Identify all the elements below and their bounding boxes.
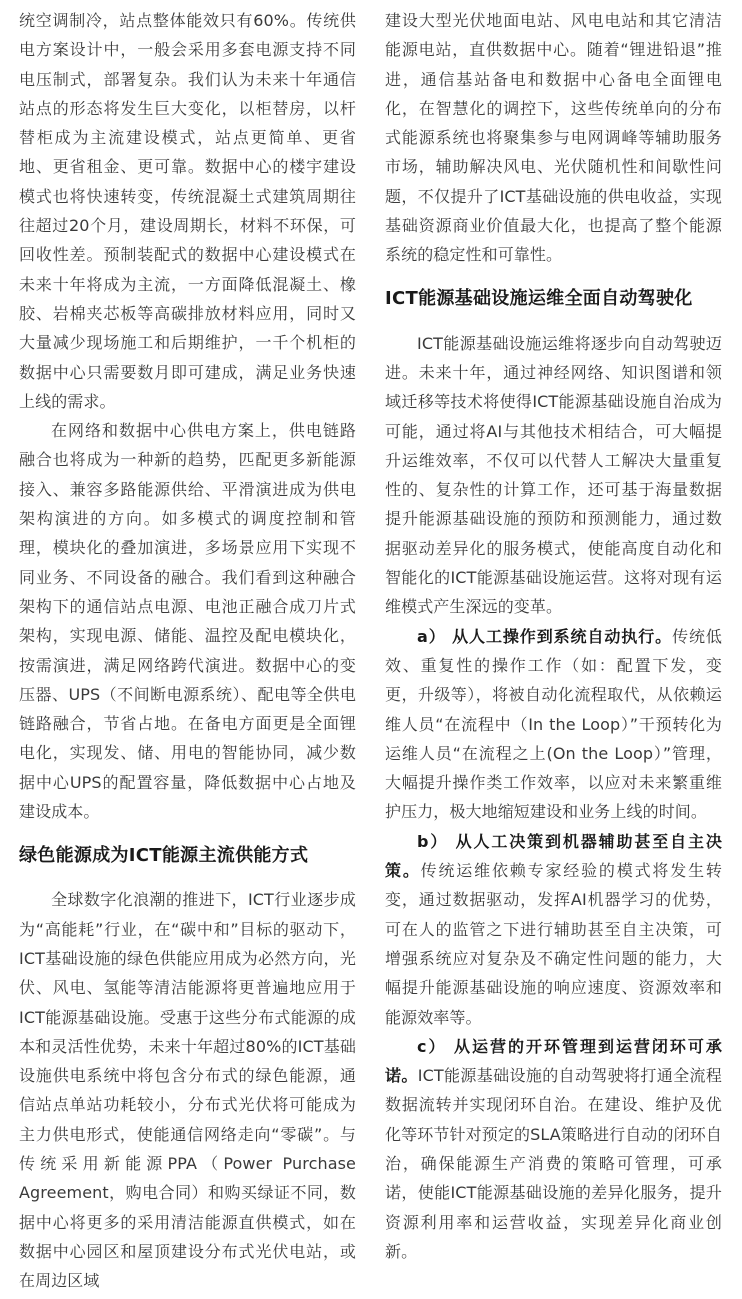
paragraph-site-construction: 统空调制冷，站点整体能效只有60%。传统供电方案设计中，一般会采用多套电源支持不同电压制式，部署复杂。我们认为未来十年通信站点的形态将发生巨大变化，以柜替房，以杆替柜成为主流建设模式，站点更简单、更省地、更省租金、更可靠。数据中心的楼宇建设模式也将快速转变，传统混凝土式建筑周期往往超过20个月，建设周期长，材料不环保，可回收性差。预制装配式的数据中心建设模式在未来十年将成为主流，一方面降低混凝土、橡胶、岩棉夹芯板等高碳排放材料应用，同时又大量减少现场施工和后期维护，一千个机柜的数据中心只需要数月即可建成，满足业务快速上线的需求。 <box>19 11 356 411</box>
section-heading-autonomous-ops: ICT能源基础设施运维全面自动驾驶化 <box>385 287 693 309</box>
paragraph-autonomous-ops: ICT能源基础设施运维将逐步向自动驾驶迈进。未来十年，通过神经网络、知识图谱和领域迁移等技术将使得ICT能源基础设施自治成为可能，通过将AI与其他技术相结合，可大幅提升运维效率，不仅可以代替人工解决大量重复性的、复杂性的计算工作，还可基于海量数据提升能源基础设施的预防和预测能力，通过数据驱动差异化的服务模式，使能高度自动化和智能化的ICT能源基础设施运营。这将对现有运维模式产生深远的变革。 <box>385 333 722 617</box>
point-a-body: 传统低效、重复性的操作工作（如：配置下发，变更，升级等），将被自动化流程取代，从依赖运维人员“在流程中（In the Loop）”干预转化为运维人员“在流程之上(On the Loop）”管理，大幅提升操作类工作效率，以应对未来繁重维护压力，极大地缩短建设和业务上线的时间。 <box>385 626 722 822</box>
point-b-body: 传统运维依赖专家经验的模式将发生转变，通过数据驱动，发挥AI机器学习的优势，可在人的监管之下进行辅助甚至自主决策，可增强系统应对复杂及不确定性问题的能力，大幅提升能源基础设施的响应速度、资源效率和能源效率等。 <box>385 861 722 1027</box>
right-column <box>385 6 722 1266</box>
point-c-body: ICT能源基础设施的自动驾驶将打通全流程数据流转并实现闭环自治。在建设、维护及优化等环节针对预定的SLA策略进行自动的闭环自治，确保能源生产消费的策略可管理，可承诺，使能ICT能源基础设施的差异化服务，提升资源利用率和运营收益，实现差异化商业创新。 <box>385 1066 722 1261</box>
paragraph-point-b <box>385 827 722 1032</box>
point-a-lead: a） 从人工操作到系统自动执行。 <box>417 626 673 646</box>
point-c-lead: c） 从运营的开环管理到运营闭环可承诺。 <box>385 1036 722 1086</box>
paragraph-green-energy: 全球数字化浪潮的推进下，ICT行业逐步成为“高能耗”行业，在“碳中和”目标的驱动下，ICT基础设施的绿色供能应用成为必然方向，光伏、风电、氢能等清洁能源将更普遍地应用于ICT能源基础设施。受惠于这些分布式能源的成本和灵活性优势，未来十年超过80%的ICT基础设施供电系统中将包含分布式的绿色能源，通信站点单站功耗较小，分布式光伏将可能成为主力供电形式，使能通信网络走向“零碳”。与传统采用新能源PPA（Power Purchase Agreement，购电合同）和购买绿证不同，数据中心将更多的采用清洁能源直供模式，如在数据中心园区和屋顶建设分布式光伏电站，或在周边区域 <box>19 890 356 1291</box>
left-column <box>19 6 356 1295</box>
section-heading-green-energy: 绿色能源成为ICT能源主流供能方式 <box>19 845 309 867</box>
paragraph-clean-energy-supply: 建设大型光伏地面电站、风电电站和其它清洁能源电站，直供数据中心。随着“锂进铅退”推进，通信基站备电和数据中心备电全面锂电化，在智慧化的调控下，这些传统单向的分布式能源系统也将聚集参与电网调峰等辅助服务市场，辅助解决风电、光伏随机性和间歇性问题，不仅提升了ICT基础设施的供电收益，实现基础资源商业价值最大化，也提高了整个能源系统的稳定性和可靠性。 <box>385 11 722 265</box>
paragraph-point-a <box>385 622 722 827</box>
paragraph-power-link-fusion: 在网络和数据中心供电方案上，供电链路融合也将成为一种新的趋势，匹配更多新能源接入、兼容多路能源供给、平滑演进成为供电架构演进的方向。如多模式的调度控制和管理，模块化的叠加演进，多场景应用下实现不同业务、不同设备的融合。我们看到这种融合架构下的通信站点电源、电池正融合成刀片式架构，实现电源、储能、温控及配电模块化，按需演进，满足网络跨代演进。数据中心的变压器、UPS（不间断电源系统）、配电等全供电链路融合，节省占地。在备电方面更是全面锂电化，实现发、储、用电的智能协同，减少数据中心UPS的配置容量，降低数据中心占地及建设成本。 <box>19 421 356 822</box>
paragraph-point-c <box>385 1032 722 1266</box>
point-b-lead: b） 从人工决策到机器辅助甚至自主决策。 <box>385 831 722 881</box>
